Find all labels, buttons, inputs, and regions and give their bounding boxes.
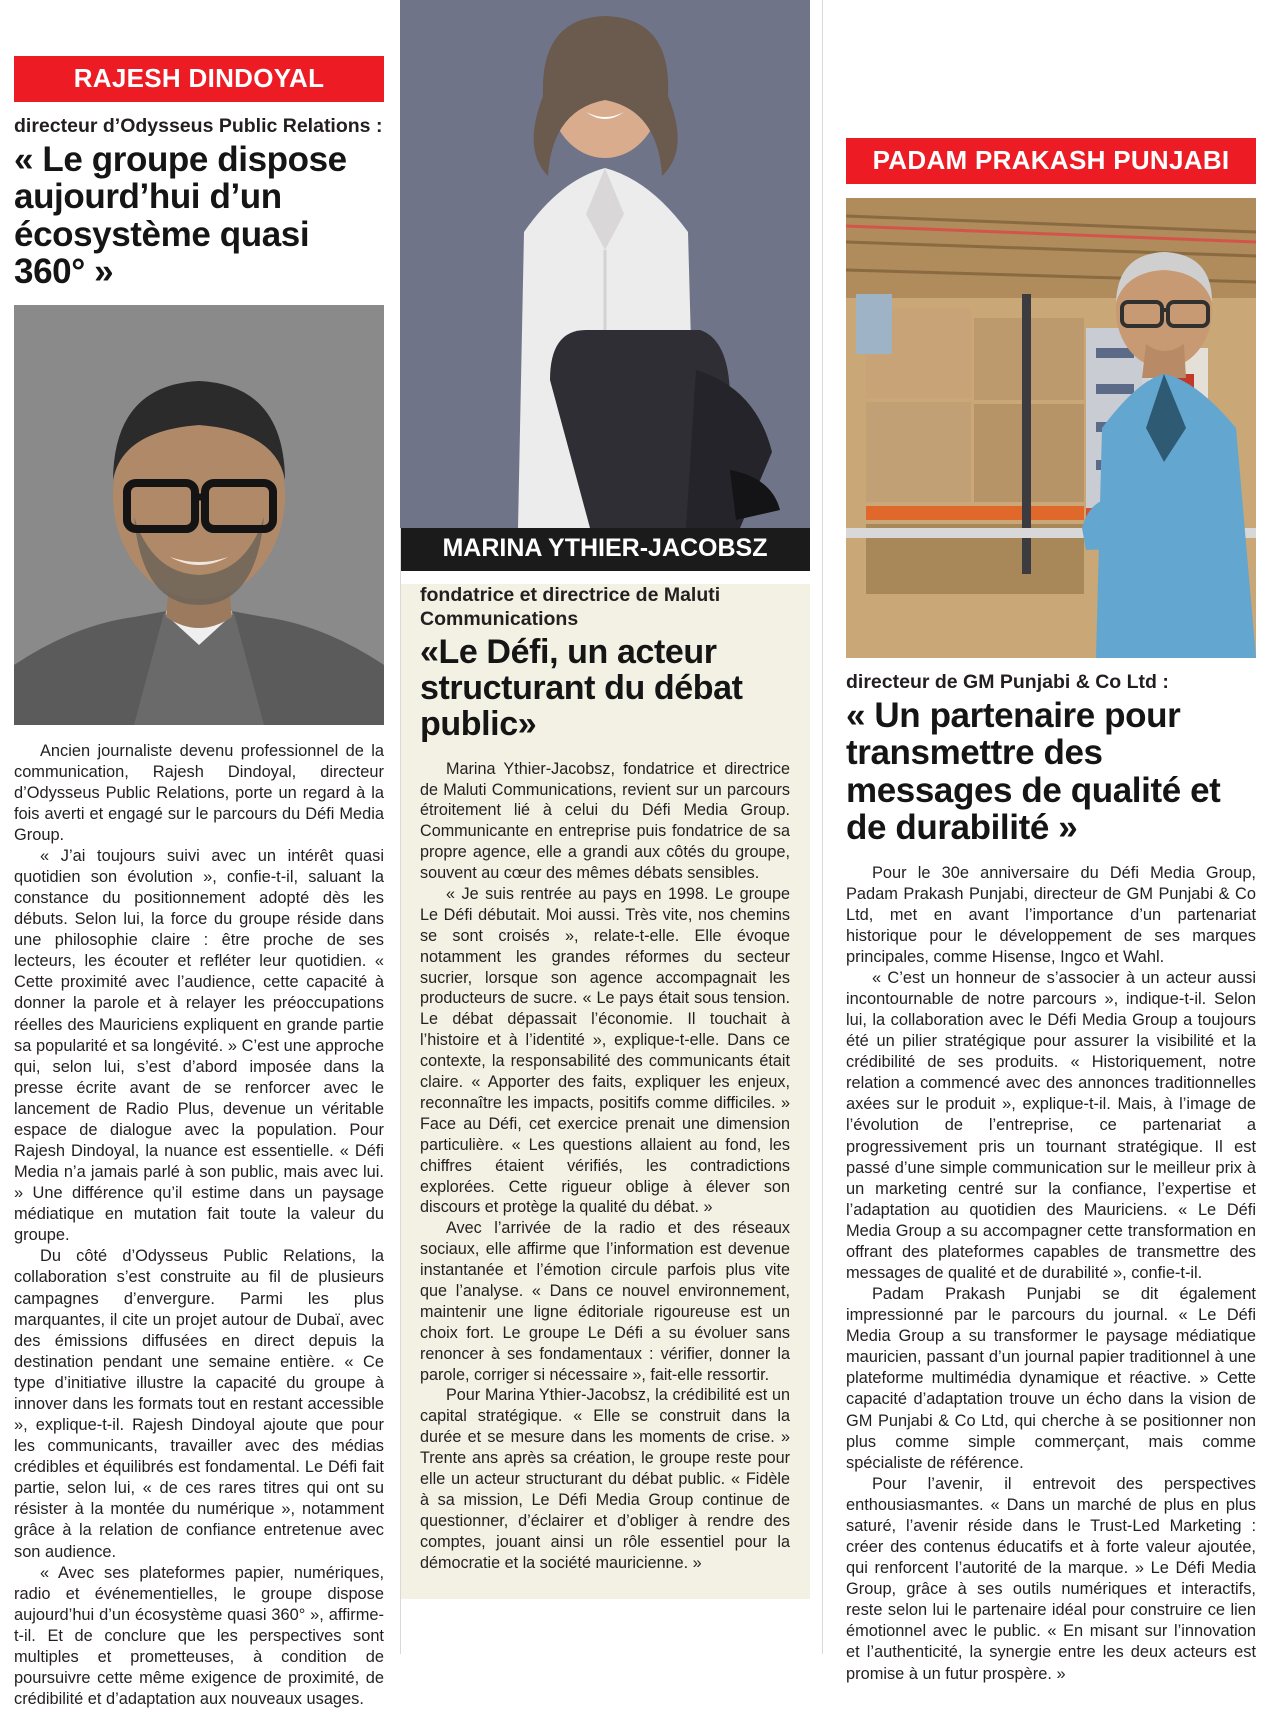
kicker-padam-prakash-punjabi: directeur de GM Punjabi & Co Ltd : [846,671,1169,693]
paragraph: Du côté d’Odysseus Public Relations, la collaboration s’est construite au fil de plusieurs campagnes d’envergure. Parmi les plus marquantes, il cite un projet autour de Dubaï, avec des émissions diffusées en direct depuis la destination pendant une semaine entière. « Ce type d’initiative illustre la capacité du groupe à innover dans les formats tout en restant accessible », explique-t-il. Rajesh Dindoyal ajoute que pour les communicants, travailler avec des médias crédibles et équilibrés est fondamental. Le Défi fait partie, selon lui, « de ces rares titres qui ont su résister à la montée du numérique », notamment grâce à la relation de confiance entretenue avec son audience. [14,1247,384,1561]
portrait-padam-prakash-punjabi [846,198,1256,658]
name-banner-marina-ythier-jacobsz: MARINA YTHIER-JACOBSZ [400,528,810,571]
kicker-marina-ythier-jacobsz: fondatrice et directrice de Maluti Communications [420,584,721,630]
name-banner-padam-prakash-punjabi: PADAM PRAKASH PUNJABI [846,138,1256,184]
paragraph: Padam Prakash Punjabi se dit également impressionné par le parcours du journal. « Le Défi Media Group a su transformer le paysage médiatique mauricien, passant d’un journal papier traditionnel à une plateforme multimédia dynamique et réactive. » Cette capacité d’adaptation trouve un écho dans la vision de GM Punjabi & Co Ltd, qui cherche à se positionner non plus comme simple commerçant, mais comme spécialiste de référence. [846,1285,1256,1472]
paragraph: « J’ai toujours suivi avec un intérêt quasi quotidien son évolution », confie-t-il, saluant la constance du positionnement adopté dès les débuts. Selon lui, la force du groupe réside dans une philosophie claire : être proche de ses lecteurs, les écouter et refléter leur quotidien. « Cette proximité avec l’audience, cette capacité à donner la parole et à relayer les préoccupations réelles des Mauriciens expliquent en grande partie sa popularité et sa longévité. » C’est une approche qui, selon lui, s’est d’abord imposée dans la presse écrite avant de se renforcer avec le lancement de Radio Plus, devenue un véritable espace de dialogue avec la population. Pour Rajesh Dindoyal, la nuance est essentielle. « Défi Media n’a jamais parlé à son public, mais avec lui. » Une différence qu’il estime dans un paysage médiatique en mutation fait toute la valeur du groupe. [14,846,384,1245]
paragraph: Pour le 30e anniversaire du Défi Media Group, Padam Prakash Punjabi, directeur de GM Punjabi & Co Ltd, met en avant l’importance d’un partenariat historique pour le développement de ses marques principales, comme Hisense, Ingco et Wahl. [846,863,1256,966]
paragraph: Marina Ythier-Jacobsz, fondatrice et directrice de Maluti Communications, revient sur un parcours étroitement lié à celui du Défi Media Group. Communicante en entreprise puis fondatrice de sa propre agence, elle a grandi aux côtés du groupe, souvent au cœur des mêmes débats sensibles. [420,759,790,883]
name-banner-rajesh-dindoyal: RAJESH DINDOYAL [14,56,384,102]
paragraph: Pour Marina Ythier-Jacobsz, la crédibilité est un capital stratégique. « Elle se construit dans la durée et se mesure dans les moments de crise. » Trente ans après sa création, le groupe reste pour elle un acteur structurant du débat public. « Fidèle à sa mission, Le Défi Media Group continue de questionner, d’éclairer et d’obliger à rendre des comptes, jouant ainsi un rôle essentiel pour la démocratie et la société mauricienne. » [420,1386,790,1572]
article-column-rajesh-dindoyal [0,0,400,1709]
headline-rajesh-dindoyal: « Le groupe dispose aujourd’hui d’un écosystème quasi 360° » [14,139,347,292]
body-marina-ythier-jacobsz [420,759,790,1574]
headline-padam-prakash-punjabi: « Un partenaire pour transmettre des messages de qualité et de durabilité » [846,695,1221,848]
tinted-article-panel [400,584,810,1599]
headline-marina-ythier-jacobsz: «Le Défi, un acteur structurant du débat public» [420,632,743,744]
body-padam-prakash-punjabi [846,863,1256,1685]
portrait-marina-ythier-jacobsz [400,0,810,528]
paragraph: Pour l’avenir, il entrevoit des perspectives enthousiasmantes. « Dans un marché de plus en plus saturé, l’avenir réside dans le Trust-Led Marketing : créer des contenus éducatifs et à forte valeur ajoutée, qui renforcent l’autorité de la marque. » Le Défi Media Group, grâce à ses outils numériques et interactifs, reste selon lui le partenaire idéal pour construire ce lien émotionnel avec le public. « En misant sur l’innovation et l’authenticité, la synergie entre les deux acteurs est promise à un futur prospère. » [846,1474,1256,1683]
paragraph: « C’est un honneur de s’associer à un acteur aussi incontournable de notre parcours », indique-t-il. Selon lui, la collaboration avec le Défi Media Group a toujours été un pilier stratégique pour assurer la visibilité et la crédibilité de ses produits. « Historiquement, notre relation a commencé avec des annonces traditionnelles axées sur le produit », explique-t-il. Mais, à l’image de l’évolution de l’entreprise, ce partenariat a progressivement pris un tournant stratégique. Il est passé d’une simple communication sur le meilleur prix à un marketing centré sur la confiance, l’expertise et l’adaptation au quotidien des Mauriciens. « Le Défi Media Group a su accompagner cette transformation en offrant des plateformes capables de transmettre des messages de qualité et de durabilité », confie-t-il. [846,968,1256,1283]
paragraph: Avec l’arrivée de la radio et des réseaux sociaux, elle affirme que l’information est devenue instantanée et l’émotion circule parfois plus vite que l’analyse. « Dans ce nouvel environnement, maintenir une ligne éditoriale rigoureuse est un choix fort. Le groupe Le Défi a su évoluer sans renoncer à ses fondamentaux : vérifier, donner la parole, corriger si nécessaire », fait-elle ressortir. [420,1219,790,1384]
paragraph: « Je suis rentrée au pays en 1998. Le groupe Le Défi débutait. Moi aussi. Très vite, nos chemins se sont croisés », relate-t-elle. Elle évoque notamment les grandes réformes du secteur sucrier, lorsque son agence accompagnait les producteurs de sucre. « Le pays était sous tension. Le débat dépassait l’économie. Il touchait à l’histoire et à l’identité », explique-t-elle. Dans ce contexte, la responsabilité des communicants était claire. « Apporter des faits, expliquer les enjeux, reconnaître les impacts, positifs comme difficiles. » Face au Défi, cet exercice prenait une dimension particulière. « Les questions allaient au fond, les chiffres étaient vérifiés, les contradictions explorées. Cette rigueur oblige à élever son discours et protège la qualité du débat. » [420,885,790,1217]
column-divider [822,0,823,1654]
paragraph: « Avec ses plateformes papier, numériques, radio et événementielles, le groupe dispose aujourd’hui d’un écosystème quasi 360° », affirme-t-il. Et de conclure que les perspectives sont multiples et prometteuses, à condition de poursuivre cette même exigence de proximité, de crédibilité et d’adaptation aux nouveaux usages. [14,1563,384,1709]
article-column-padam-prakash-punjabi [810,0,1280,1683]
portrait-rajesh-dindoyal [14,305,384,725]
body-rajesh-dindoyal [14,741,384,1710]
kicker-rajesh-dindoyal: directeur d’Odysseus Public Relations : [14,115,383,137]
article-column-marina-ythier-jacobsz [400,0,810,1654]
paragraph: Ancien journaliste devenu professionnel de la communication, Rajesh Dindoyal, directeur d’Odysseus Public Relations, porte un regard à la fois averti et engagé sur le parcours du Défi Media Group. [14,741,384,844]
